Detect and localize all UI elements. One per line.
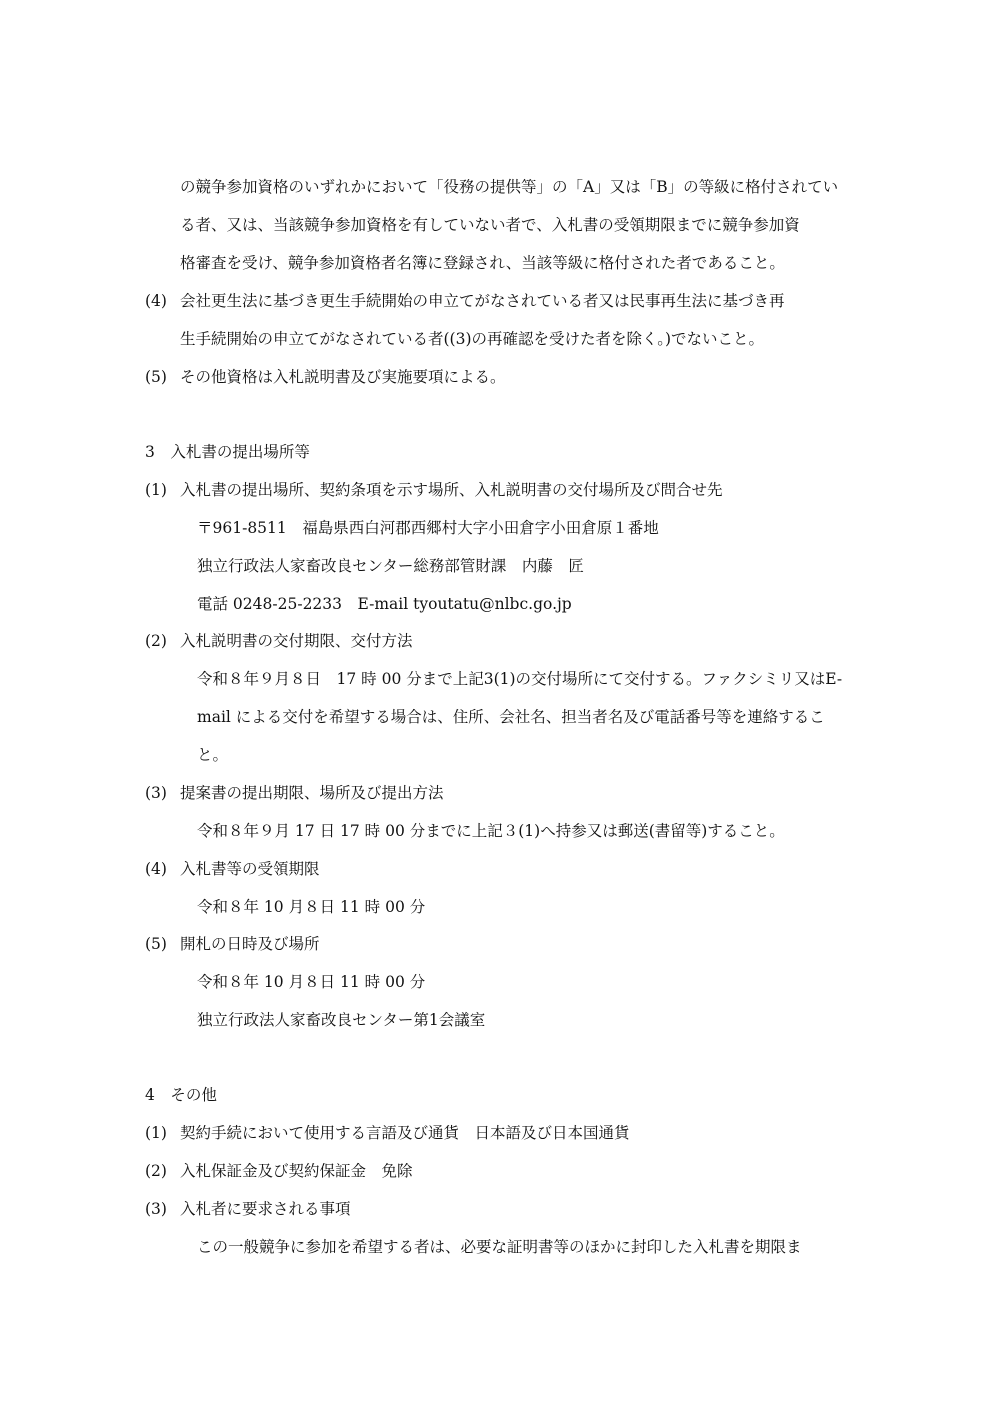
detail-line: 令和８年 10 月８日 11 時 00 分 xyxy=(197,973,426,991)
item-number: (1) xyxy=(145,1124,167,1142)
item-text: 入札説明書の交付期限、交付方法 xyxy=(180,632,413,650)
detail-line: mail による交付を希望する場合は、住所、会社名、担当者名及び電話番号等を連絡するこ xyxy=(197,708,825,726)
qualification-line: の競争参加資格のいずれかにおいて「役務の提供等」の「A」又は「B」の等級に格付されてい xyxy=(180,178,839,196)
item-number: (3) xyxy=(145,1200,167,1218)
detail-line: 令和８年 10 月８日 11 時 00 分 xyxy=(197,898,426,916)
item-number: (4) xyxy=(145,292,167,310)
item-text: 入札書の提出場所、契約条項を示す場所、入札説明書の交付場所及び問合せ先 xyxy=(180,481,723,499)
item-number: (3) xyxy=(145,784,167,802)
qualification-line: 格審査を受け、競争参加資格者名簿に登録され、当該等級に格付された者であること。 xyxy=(180,254,785,272)
item-number: (2) xyxy=(145,632,167,650)
item-text: 会社更生法に基づき更生手続開始の申立てがなされている者又は民事再生法に基づき再 xyxy=(180,292,785,310)
item-text: 契約手続において使用する言語及び通貨 日本語及び日本国通貨 xyxy=(180,1124,630,1142)
address-line: 〒961-8511 福島県西白河郡西郷村大字小田倉字小田倉原１番地 xyxy=(197,519,659,537)
item-number: (5) xyxy=(145,935,167,953)
item-text: 提案書の提出期限、場所及び提出方法 xyxy=(180,784,444,802)
item-number: (2) xyxy=(145,1162,167,1180)
item-number: (1) xyxy=(145,481,167,499)
item-text: 入札保証金及び契約保証金 免除 xyxy=(180,1162,413,1180)
item-text: 入札書等の受領期限 xyxy=(180,860,320,878)
item-number: (4) xyxy=(145,860,167,878)
detail-line: 令和８年９月 17 日 17 時 00 分までに上記３(1)へ持参又は郵送(書留等)すること。 xyxy=(197,822,785,840)
item-text: その他資格は入札説明書及び実施要項による。 xyxy=(180,368,506,386)
qualification-line: る者、又は、当該競争参加資格を有していない者で、入札書の受領期限までに競争参加資 xyxy=(180,216,800,234)
detail-line: と。 xyxy=(197,746,229,764)
detail-line: 独立行政法人家畜改良センター第1会議室 xyxy=(197,1011,486,1029)
contact-line: 電話 0248-25-2233 E-mail tyoutatu@nlbc.go.jp xyxy=(197,595,572,613)
section-heading: 4 その他 xyxy=(145,1086,217,1104)
detail-line: この一般競争に参加を希望する者は、必要な証明書等のほかに封印した入札書を期限ま xyxy=(197,1238,802,1256)
detail-line: 令和８年９月８日 17 時 00 分まで上記3(1)の交付場所にて交付する。ファクシミリ又はE- xyxy=(197,670,843,688)
item-number: (5) xyxy=(145,368,167,386)
office-line: 独立行政法人家畜改良センター総務部管財課 内藤 匠 xyxy=(197,557,584,575)
section-heading: 3 入札書の提出場所等 xyxy=(145,443,310,461)
item-text: 開札の日時及び場所 xyxy=(180,935,320,953)
item-text: 生手続開始の申立てがなされている者((3)の再確認を受けた者を除く。)でないこと。 xyxy=(180,330,764,348)
item-text: 入札者に要求される事項 xyxy=(180,1200,351,1218)
